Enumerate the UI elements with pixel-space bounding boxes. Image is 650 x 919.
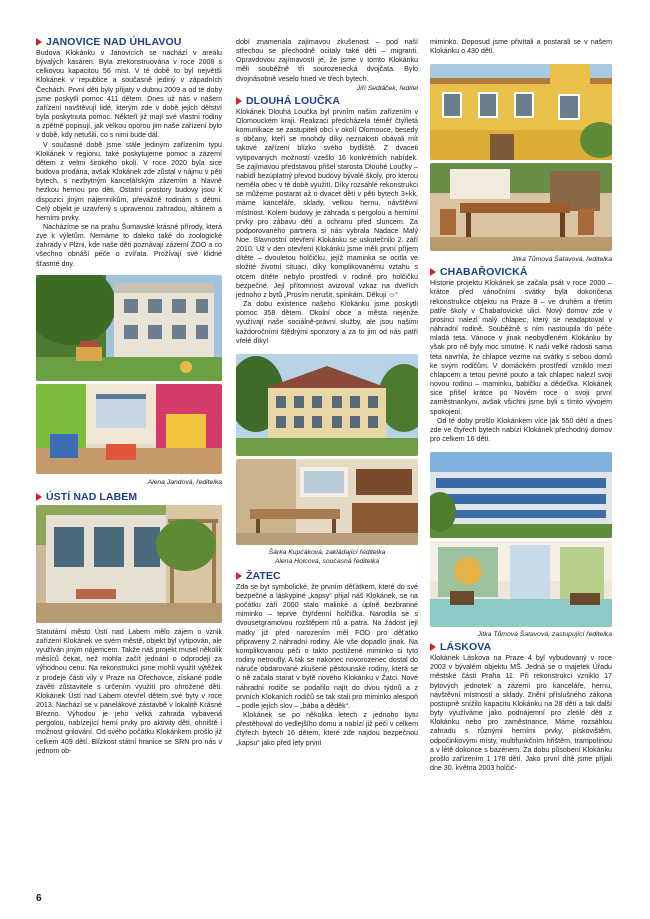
chabarovicka-text xyxy=(430,279,612,444)
signature-janovice: Alena Jandová, ředitelka xyxy=(147,478,222,486)
heading-janovice: JANOVICE NAD ÚHLAVOU xyxy=(36,36,222,48)
column-3 xyxy=(430,38,612,773)
usti-text xyxy=(36,628,222,756)
signature-zatec: Jitka Tůmová Šatavová, ředitelka xyxy=(511,256,612,264)
heading-usti: ÚSTÍ NAD LABEM xyxy=(36,491,222,503)
paragraph: Klokánek Dlouhá Loučka byl prvním naším zařízením v Olomouckém kraji. Realizaci předcházela téměř čtyřletá komunikace se zastupiteli obcí v okolí Olomouce, besedy s občany, kteří se mnohdy díky neznalosti obávali mít takové zařízení blízko svého bydliště. Z dvaceti vytipovaných možností vzešlo 16 konkrétních nabídek. Se zajímavou představou přišel starosta Dlouhé Loučky – nabídl bezúplatný převod budovy bývalé školy, pro kterou neměla obec v té době využití. Díky rozsáhlé rekonstrukci se můžeme postarat až o dvacet dětí v pěti bytech 3+kk, máme kanceláře, sklady, velkou hernu, návštěvní místnost. Kolem budovy je zahrada s pergolou a herními prvky pro zábavu dětí a ochranu před sluncem. Za podporovaného partnera si nás vybrala Nadace Malý Noe. Slavnostní otevření Klokánku se uskutečnilo 2. září 2010. Už v den otevření Klokánku jsme měli první příjem dítěte – dvouletou holčičku, jejíž maminka se ocitla ve složité životní situaci, díky komplikovanému vztahu s otcem dítěte nebylo prostředí v rodině pro holčičku bezpečné. Její přítomnost avizoval vzkaz na dveřích jednoho z bytů „Prosím nerušit, spinkám. Děkuji ☺“ xyxy=(236,107,418,299)
janovice-text xyxy=(36,49,222,269)
paragraph: Za dobu existence našeho Klokánku jsme poskytli pomoc 358 dětem. Okolní obce a města nejenže využívají naše sociálně-právní služby, ale jsou našimi každoročními štědrými sponzory a za to jim od nás patří vřelé díky! xyxy=(236,300,418,345)
red-triangle-bullet-icon xyxy=(430,643,436,651)
red-triangle-bullet-icon xyxy=(236,572,242,580)
zatec-text xyxy=(236,583,418,748)
signature-chabarovicka: Jitka Tůmová Šatavová, zastupující ředitelka xyxy=(477,631,612,639)
paragraph: Od té doby prošlo Klokánkem více jak 550 dětí a dnes zde ve čtyřech bytech nabízí Klokánek přechodný domov pro celkem 16 dětí. xyxy=(430,416,612,443)
paragraph: miminko. Doposud jsme přivítali a postarali se v našem Klokánku o 430 dětí. xyxy=(430,38,612,56)
photo-zatec-building xyxy=(430,64,612,160)
column-2 xyxy=(236,38,418,748)
photo-chabarovicka-building xyxy=(430,452,612,538)
heading-laskova: LÁSKOVA xyxy=(430,641,612,653)
red-triangle-bullet-icon xyxy=(430,268,436,276)
paragraph: Klokánek Láskova na Praze 4 byl vybudovaný v roce 2003 v bývalém objektu MŠ. Jedná se o majetek Úřadu městské části Praha 11. Při rekonstrukci vzniklo 17 bytových jednotek a zázemí pro kanceláře, hernu, návštěvní místnosti a sklady. Znění příslušného zákona postupně snížilo kapacitu Klokánku na 28 dětí a tak další byty využíváme jako podnájemní pro zletilé děti z Klokánku nebo pro zaměstnance. Máme rozsáhlou zahradu s různými herními prvky, pískovištěm, odpočinkovými místy, multifunkčním hřištěm, trampolínou a v létě dokonce s bazénem. Za dobu působení Klokánku prošlo zařízením 1 178 dětí. Jako první dítě jsme přijali dne 30. května 2003 holčič- xyxy=(430,654,612,772)
red-triangle-bullet-icon xyxy=(236,97,242,105)
paragraph: Statutární město Ústí nad Labem mělo zájem o vznik zařízení Klokánek ve svém městě, objekt byl vytipován, ale využíván jiným nájemcem. Takže náš projekt musel několik měsíců čekat, než mohla začít jednání o odprodeji za výhodnou cenu. Na rekonstrukci jsme mohli využít výtěžek z prodeje části vily v Praze na Ořechovce, získané podle závěti zůstavitele s určením využití pro ohrožené děti. Klokánek Ústí nad Labem otevřel dětem své byty v roce 2013. Nachází se v panelákové zástavbě v lokalitě Krásné Březno. Výhodou je jeho velká zahrada vybavená pergolou, nabízející herní prvky pro aktivity dětí, ohniště i možnost grilování. Od svého počátku Klokánkem prošlo již celkem 409 dětí. Blízkost státní hranice se SRN pro nás v jednom ob- xyxy=(36,627,222,755)
photo-zatec-garden xyxy=(430,163,612,251)
photo-loucka-building xyxy=(236,354,418,456)
heading-zatec: ŽATEC xyxy=(236,570,418,582)
signature-usti: Jiří Sedláček, ředitel xyxy=(356,84,418,92)
paragraph: Klokánek se po několika letech z jednoho bytu přestěhoval do vedlejšího domu a nabízí již péči v celkem čtyřech bytech 16 dětem, které zde najdou bezpečnou „kapsu“ jako před lety první xyxy=(236,711,418,747)
red-triangle-bullet-icon xyxy=(36,38,42,46)
paragraph: Zda se byt symbolické, že prvním děťátkem, které do své bezpečné a láskyplné „kapsy“ přijal náš Klokánek, se na počátku září 2000 stalo malinké a úplně bezbranné miminko – teprve čtyřdenní holčička. Narodila se s dvousetgramovou rozštěpem rtů a patra. Na žádost její matky již před narozením měl FOD pro děťátko připraveny 2 náhradní rodiny. Ale vše dopadlo jinak. Na komplikovanou péči o takto postižené miminko si tyto rodiny netroufly. A tak se nakonec novorozenec dostal do náruče obdarované zkušené pěstounské rodiny, která se o ně začala starat v bytě nového Klokánku v Žatci. Nové náhradní rodiče se podařilo najít do dvou týdnů a z prvních Klokaních rodičů se tak stali pro miminko alespoň – podle jejích slov – „bába a děděk“. xyxy=(236,582,418,710)
paragraph: dobí znamenala zajímavou zkušenost – pod naší střechou se přechodně ocitaly také děti – migranti. Opravdovou zajímavostí je, že jsme v tomto Klokánku měli souběžně tři sourozenecká dvojčata. Bylo dvojnásobně veselo hned ve třech bytech. xyxy=(236,38,418,83)
red-triangle-bullet-icon xyxy=(36,493,42,501)
photo-usti-veranda xyxy=(36,505,222,623)
zatec-continuation-text xyxy=(430,38,612,56)
paragraph: Historie projektu Klokánek se začala psát v roce 2000 – krátce před vánočními svátky byla dokončena rekonstrukce objektu na Praze 8 – ve druhém a třetím patře školy v Chabařovické ulici. Nový domov zde v prosinci nalezl malý chlapec, který se neadaptoval v náhradní rodině. Souběžně s ním nastoupila do péče mladá teta. Vánoce v jinak neobydleném Klokánku by však pro ně byly moc smutné. K naší velké radosti sama teta navrhla, že chlapce vezme na svátky s sebou domů ke svým rodičům. V domáckém prostředí vzniklo mezi chlapcem a tetou pevné pouto a tak chlapec nalezl svoji novou rodinu – maminku, babičku a dědečka. Klokánek sice přišel krátce po Novém roce o svoji první zaměstnankyni, avšak všichni jsme byli s tímto vývojem spokojeni. xyxy=(430,279,612,416)
heading-dlouha-loucka: DLOUHÁ LOUČKA xyxy=(236,95,418,107)
laskova-text xyxy=(430,654,612,773)
usti-continuation-text xyxy=(236,38,418,84)
photo-janovice-building xyxy=(36,275,222,381)
photo-loucka-kitchen xyxy=(236,459,418,545)
signature-loucka-current: Alena Holcová, současná ředitelka xyxy=(274,557,380,565)
photo-janovice-playroom xyxy=(36,384,222,474)
loucka-text xyxy=(236,108,418,346)
signature-loucka-founder: Šárka Kupčáková, zakládající ředitelka xyxy=(268,548,386,556)
heading-chabarovicka: CHABAŘOVICKÁ xyxy=(430,266,612,278)
photo-chabarovicka-hallway xyxy=(430,541,612,627)
page-number: 6 xyxy=(36,893,42,904)
paragraph: V současné době jsme stále jediným zařízením typu Klokánek v regionu, také poskytujeme pomoc a zázemí dětem z velmi širokého okolí. V roce 2020 byla sice budova prodána, avšak Klokánek zde zůstal v nájmu v pěti bytech, s nezbytným kancelářským zázemím a hlavně hezkou hernou pro děti. Ostatní prostory budovy jsou k dispozici jiným nájemníkům, převážně rodinám s dětmi. Celý objekt je uzavřený s upravenou zahradou, altánem a herními prvky. xyxy=(36,140,222,222)
paragraph: Budova Klokánku v Janovicích se nachází v areálu bývalých kasáren. Byla zrekonstruována v roce 2008 s celkovou kapacitou 56 míst. V té době to byl největší Klokánek v republice a současně jediný v západních Čechách. První děti byly přijaty v dubnu 2009 a od té doby jsme poskytli pomoc 411 dětem. Dnes už nás v našem zařízení navštěvují lidé, kterým zde v době jejich dětství byla poskytnuta pomoc. Někteří již mají své vlastní rodiny a zpětně popisují, jak velkou oporou jim naše zařízení bylo v době, kdy netušili, co s nimi bude dál. xyxy=(36,49,222,140)
paragraph: Nacházíme se na prahu Šumavské krásné přírody, která zve k výletům. Nemáme to daleko také do zoologické zahrady v Plzni, kde naše děti poznávají zázemí ZOO a co všechno obnáší péče o zvířata. Prožívají své klidné šťastné dny. xyxy=(36,222,222,268)
column-1 xyxy=(36,36,222,756)
